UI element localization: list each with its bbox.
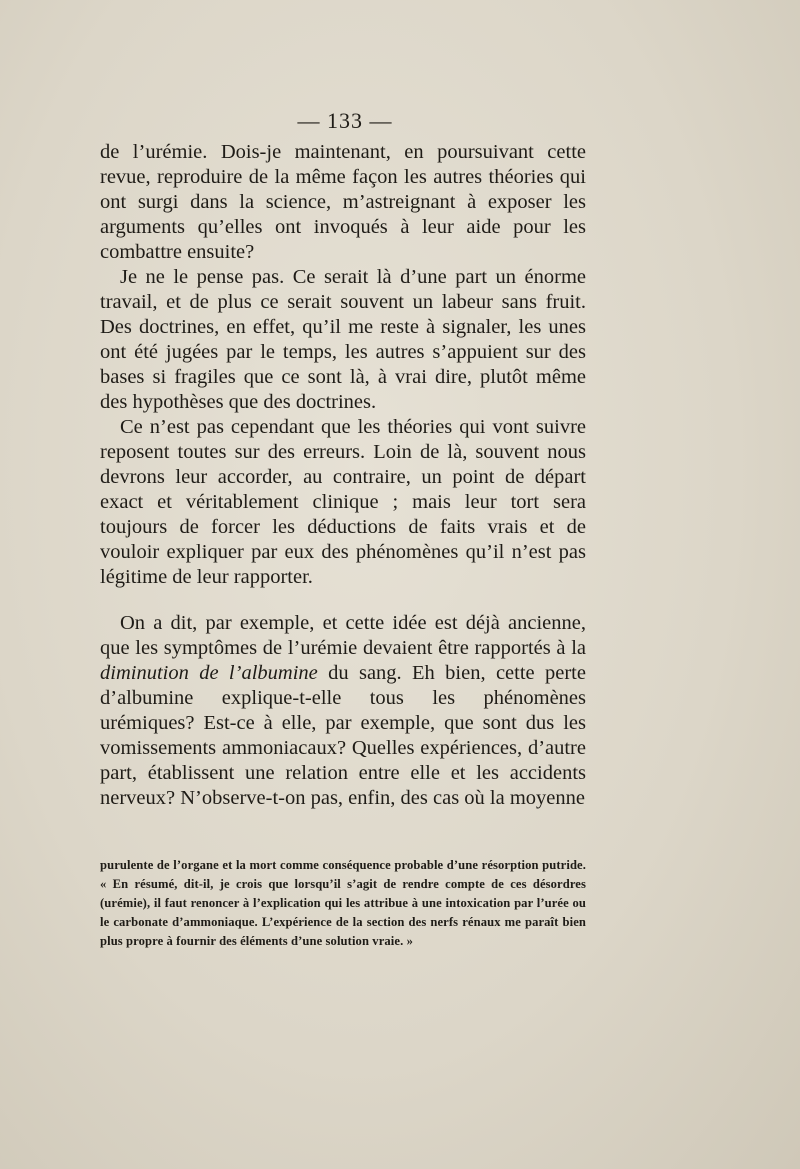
paragraph-3: Ce n’est pas cependant que les théories qui vont suivre reposent toutes sur des erreurs. Loin de là, souvent nous devrons leur accorder, au contraire, un point de départ exact et véritablement clinique ; mais leur tort sera toujours de forcer les déductions de faits vrais et de vouloir expliquer par eux des phénomènes qu’il n’est pas légitime de leur rapporter.: [100, 416, 586, 588]
page-number: — 133 —: [297, 108, 393, 133]
paragraph-1: de l’urémie. Dois-je maintenant, en poursuivant cette revue, reproduire de la même façon les autres théories qui ont surgi dans la science, m’astreignant à exposer les arguments qu’elles ont invoqués à leur aide pour les combattre ensuite?: [100, 141, 586, 263]
body-text: [100, 140, 586, 811]
footnote: purulente de l’organe et la mort comme conséquence probable d’une résorption putride. « En résumé, dit-il, je crois que lorsqu’il s’agit de rendre compte de ces désordres (urémie), il faut renoncer à l’explication qui les attribue à une intoxication par l’urée ou le carbonate d’ammoniaque. L’expérience de la section des nerfs rénaux me paraît bien plus propre à fournir des éléments d’une solution vraie. »: [100, 858, 586, 948]
paragraph-gap: [100, 590, 586, 611]
paragraph-4: [100, 611, 586, 811]
paragraph-4-end: du sang. Eh bien, cette perte d’albumine explique-t-elle tous les phénomènes urémiques? Est-ce à elle, par exemple, que sont dus les vomissements ammoniacaux? Quelles expériences, d’autre part, établissent une relation entre elle et les accidents nerveux? N’observe-t-on pas, enfin, des cas où la moyenne: [100, 662, 586, 809]
emphasis-albumine: diminution de l’albumine: [100, 662, 318, 684]
paragraph-4-start: On a dit, par exemple, et cette idée est déjà ancienne, que les symptômes de l’urémie devaient être rapportés à la: [100, 612, 586, 659]
paragraph-2: Je ne le pense pas. Ce serait là d’une part un énorme travail, et de plus ce serait souvent un labeur sans fruit. Des doctrines, en effet, qu’il me reste à signaler, les unes ont été jugées par le temps, les autres s’appuient sur des bases si fragiles que ce sont là, à vrai dire, plutôt même des hypothèses que des doctrines.: [100, 266, 586, 413]
